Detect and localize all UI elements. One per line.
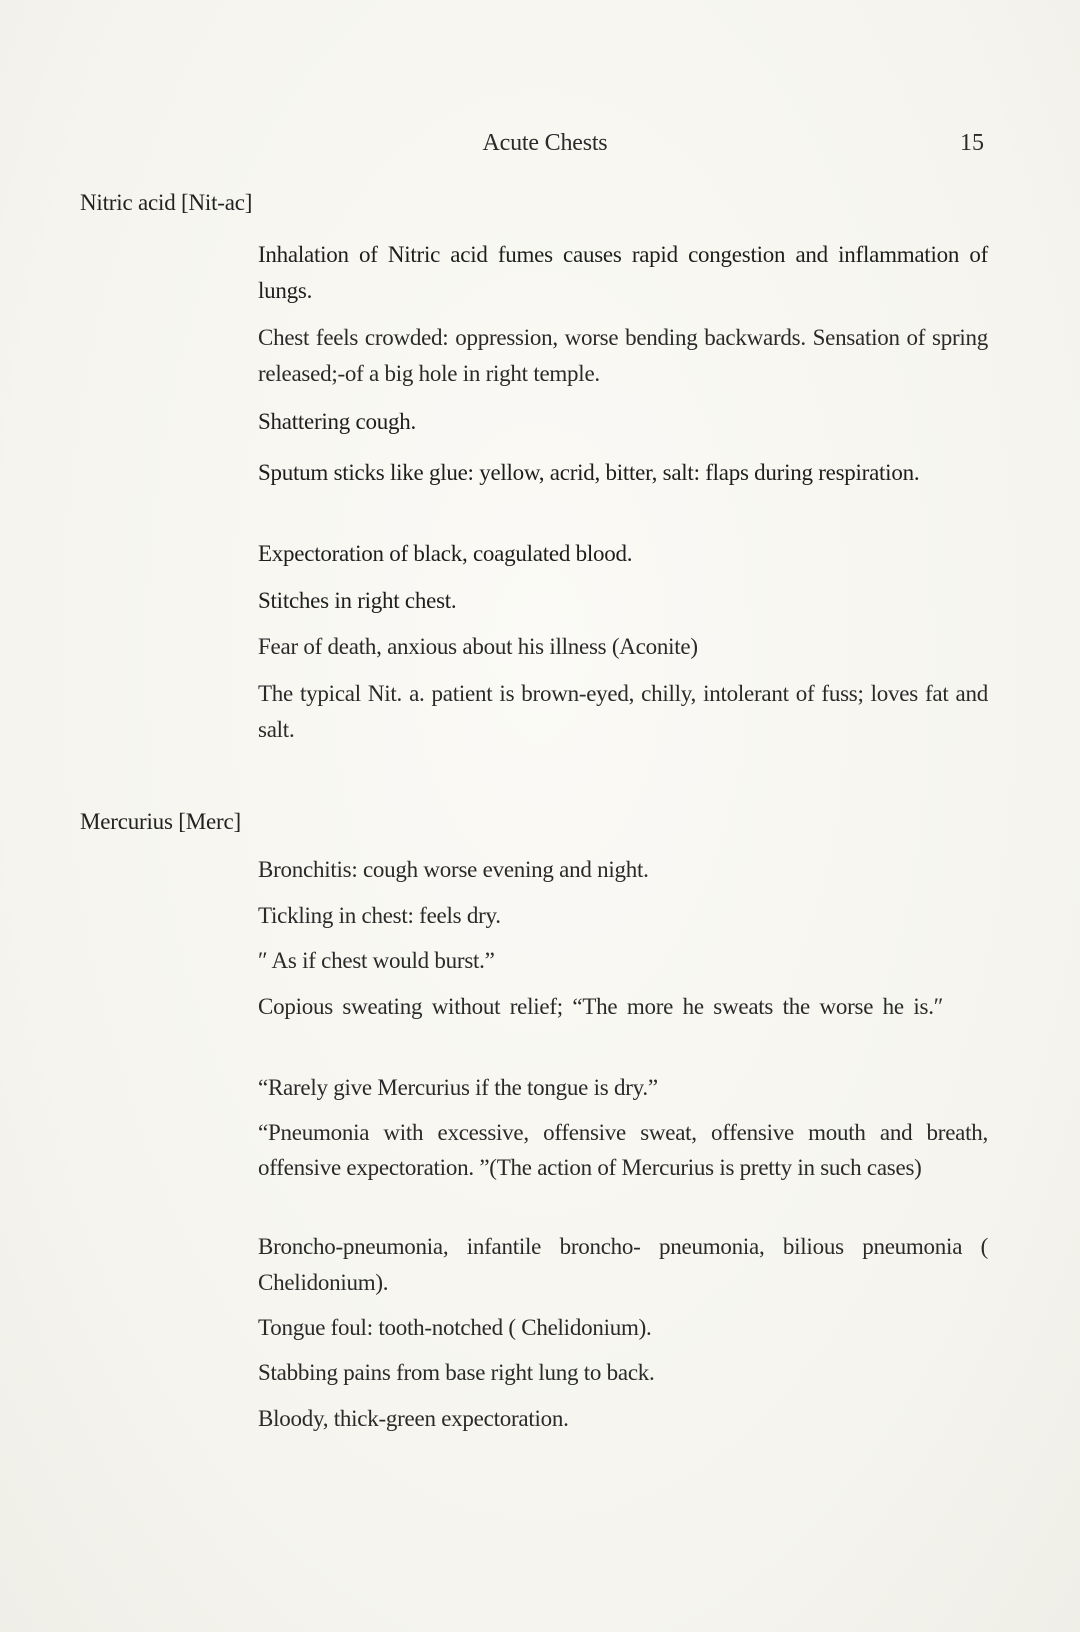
symptom-entry: Chest feels crowded: oppression, worse bending backwards. Sensation of spring released;-of a big hole in right temple. bbox=[258, 325, 988, 386]
symptom-entry: “Rarely give Mercurius if the tongue is dry.” bbox=[258, 1075, 658, 1100]
symptom-entry: Stitches in right chest. bbox=[258, 588, 457, 613]
symptom-entry: Broncho-pneumonia, infantile broncho- pneumonia, bilious pneumonia ( Chelidonium). bbox=[258, 1234, 988, 1295]
symptom-entry: The typical Nit. a. patient is brown-eyed, chilly, intolerant of fuss; loves fat and salt. bbox=[258, 681, 988, 742]
symptom-entry: Bloody, thick-green expectoration. bbox=[258, 1406, 569, 1431]
symptom-entry: Sputum sticks like glue: yellow, acrid, bitter, salt: flaps during respiration. bbox=[258, 460, 920, 485]
page-number: 15 bbox=[960, 130, 984, 156]
symptom-entry: Expectoration of black, coagulated blood. bbox=[258, 541, 633, 566]
running-title: Acute Chests bbox=[482, 130, 608, 156]
symptom-entry: Copious sweating without relief; “The more he sweats the worse he is.″ bbox=[258, 994, 944, 1019]
symptom-entry: Bronchitis: cough worse evening and night. bbox=[258, 857, 649, 882]
symptom-entry: Shattering cough. bbox=[258, 409, 416, 434]
symptom-entry: “Pneumonia with excessive, offensive sweat, offensive mouth and breath, offensive expectoration. ”(The action of Mercurius is pretty in such cases) bbox=[258, 1120, 988, 1180]
symptom-entry: Tongue foul: tooth-notched ( Chelidonium). bbox=[258, 1315, 652, 1340]
symptom-entry: Tickling in chest: feels dry. bbox=[258, 903, 501, 928]
remedy-heading: Nitric acid [Nit-ac] bbox=[80, 190, 253, 215]
symptom-entry: Inhalation of Nitric acid fumes causes rapid congestion and inflammation of lungs. bbox=[258, 242, 988, 303]
symptom-entry: ″ As if chest would burst.” bbox=[258, 948, 495, 973]
running-header bbox=[0, 130, 1080, 166]
symptom-entry: Stabbing pains from base right lung to back. bbox=[258, 1360, 655, 1385]
symptom-entry: Fear of death, anxious about his illness (Aconite) bbox=[258, 634, 698, 659]
remedy-heading: Mercurius [Merc] bbox=[80, 809, 241, 834]
